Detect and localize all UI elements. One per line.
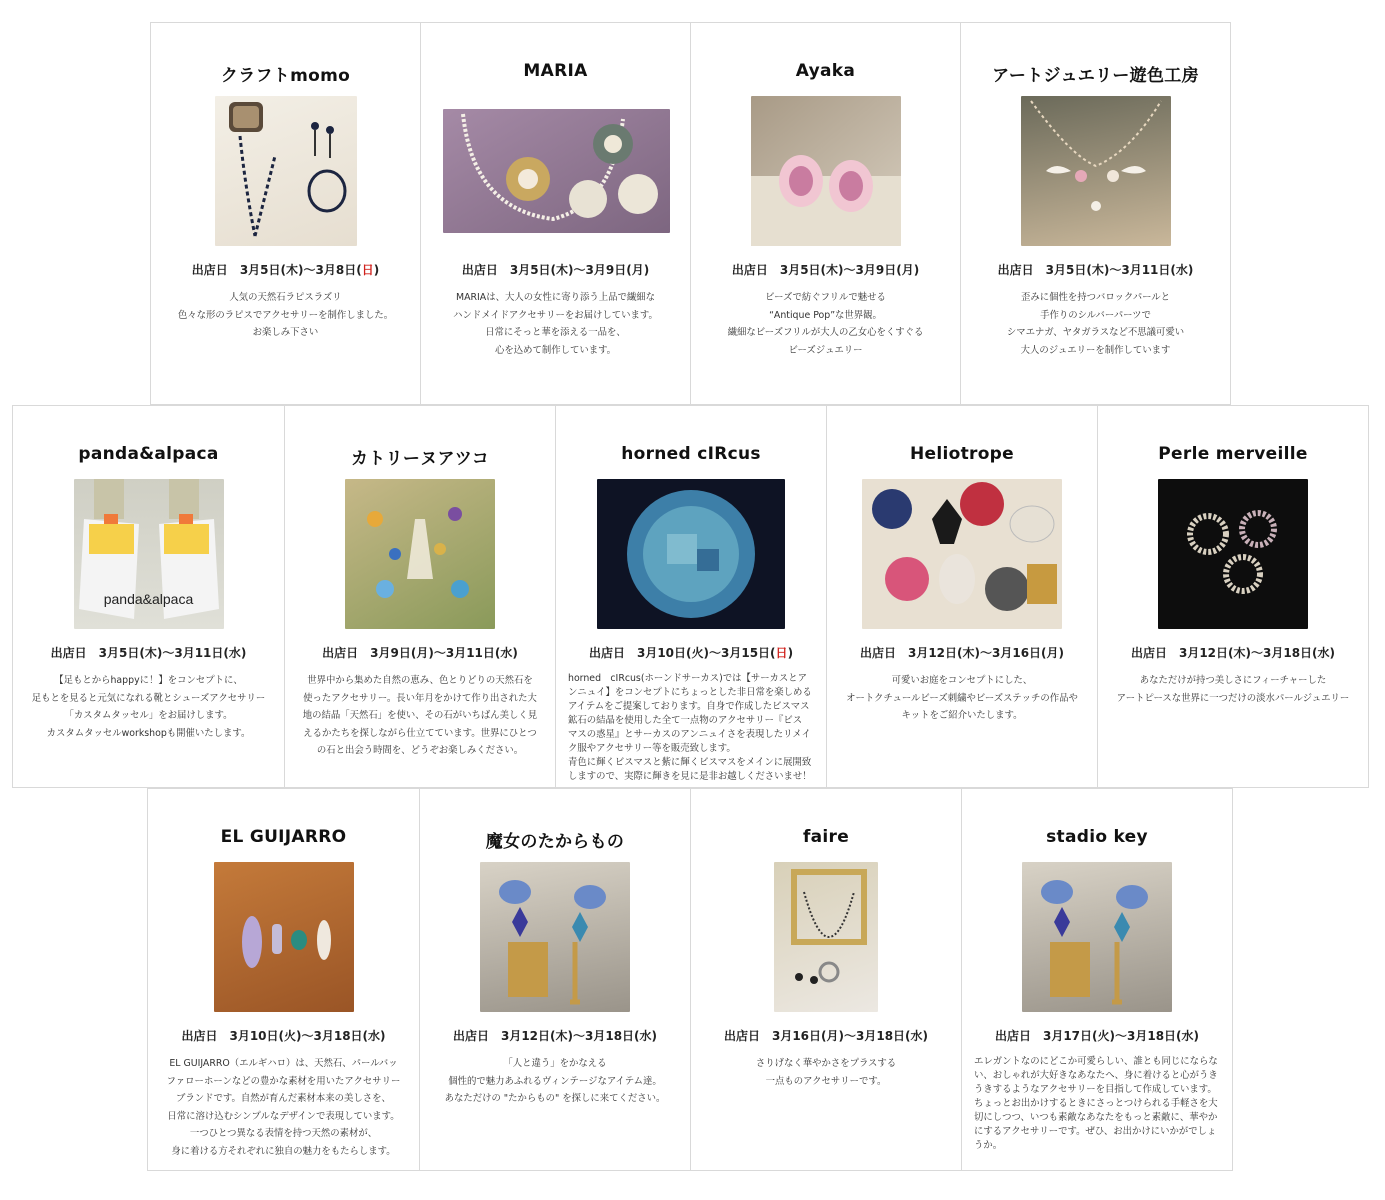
product-photo bbox=[1022, 862, 1172, 1012]
vendor-name: faire bbox=[802, 827, 850, 847]
vendor-card bbox=[147, 788, 420, 1171]
product-photo bbox=[214, 862, 354, 1012]
vendor-row-2 bbox=[12, 405, 1368, 788]
product-photo bbox=[480, 862, 630, 1012]
vendor-card bbox=[150, 22, 421, 405]
vendor-name: panda&alpaca bbox=[78, 444, 219, 464]
event-dates: 出店日 3月12日(木)～3月18日(水) bbox=[452, 1029, 658, 1043]
event-dates: 出店日 3月10日(火)～3月15日(日) bbox=[588, 646, 794, 660]
event-dates: 出店日 3月5日(木)～3月9日(月) bbox=[731, 263, 920, 277]
event-dates: 出店日 3月5日(木)～3月11日(水) bbox=[50, 646, 247, 660]
product-photo bbox=[1021, 96, 1171, 246]
product-photo bbox=[1158, 479, 1308, 629]
product-photo bbox=[597, 479, 785, 629]
vendor-card bbox=[12, 405, 285, 788]
vendor-card bbox=[690, 788, 962, 1171]
vendor-card bbox=[690, 22, 961, 405]
vendor-row-3 bbox=[147, 788, 1232, 1171]
vendor-name: MARIA bbox=[523, 61, 588, 81]
vendor-description: MARIAは、大人の女性に寄り添う上品で繊細な ハンドメイドアクセサリーをお届けしています。 日常にそっと華を添える一品を、 心を込めて制作しています。 bbox=[453, 292, 658, 356]
vendor-description: 【足もとからhappyに！】をコンセプトに、 足もとを見ると元気になれる靴とシューズアクセサリー 「カスタムタッセル」をお届けします。 カスタムタッセルworkshopも開催いたします。 bbox=[31, 675, 266, 739]
vendor-card bbox=[420, 22, 691, 405]
vendor-description: 世界中から集めた自然の恵み、色とりどりの天然石を 使ったアクセサリー。長い年月をかけて作り出された大 地の結晶「天然石」を使い、その石がいちばん美しく見 えるかたちを探しながら仕立てています。世界にひとつ の石と出会う時間を、どうぞお楽しみください。 bbox=[302, 675, 538, 756]
vendor-description: あなただけが持つ美しさにフィーチャーした アートピースな世界に一つだけの淡水パールジュエリー bbox=[1116, 675, 1350, 704]
vendor-name: EL GUIJARRO bbox=[220, 827, 347, 847]
event-dates: 出店日 3月9日(月)～3月11日(水) bbox=[322, 646, 518, 660]
vendor-description: horned cIRcus(ホーンドサーカス)では【サーカスとア ンニュイ】をコンセプトにちょっとした非日常を楽しめる アイテムをご提案しております。自身で作成したビスマス 鉱石の結晶を使用した全て一点物のアクセサリー『ビス マスの惑星』とサーカスのアンニュイさを表現したリメイ ク服やアクセサリー等を販売致します。 青色に輝くビスマスと紫に輝くビスマスをメインに展開致 しますので、実際に輝きを見に是非お越しくださいませ！ bbox=[568, 673, 812, 782]
event-dates: 出店日 3月5日(木)～3月11日(水) bbox=[997, 263, 1194, 277]
vendor-name: 魔女のたからもの bbox=[485, 832, 625, 852]
vendor-name: カトリーヌアツコ bbox=[350, 449, 490, 469]
vendor-description: 歪みに個性を持つバロックパールと 手作りのシルバーパーツで シマエナガ、ヤタガラスなど不思議可愛い 大人のジュエリーを制作しています bbox=[1006, 292, 1185, 356]
product-photo bbox=[862, 479, 1062, 629]
vendor-name: Ayaka bbox=[795, 61, 856, 81]
vendor-description: 人気の天然石ラピスラズリ 色々な形のラピスでアクセサリーを制作しました。 お楽しみ下さい bbox=[177, 292, 394, 338]
event-dates: 出店日 3月17日(火)～3月18日(水) bbox=[994, 1029, 1200, 1043]
vendor-name: horned cIRcus bbox=[621, 444, 761, 464]
vendor-row-1 bbox=[150, 22, 1230, 405]
vendor-card bbox=[555, 405, 827, 788]
vendor-name: stadio key bbox=[1046, 827, 1148, 847]
vendor-name: アートジュエリー遊色工房 bbox=[992, 66, 1199, 86]
vendor-card bbox=[419, 788, 691, 1171]
event-dates: 出店日 3月10日(火)～3月18日(水) bbox=[181, 1029, 386, 1043]
vendor-description: 可愛いお庭をコンセプトにした、 オートクチュールビーズ刺繍やビーズステッチの作品や キットをご紹介いたします。 bbox=[846, 675, 1078, 721]
event-dates: 出店日 3月12日(木)～3月18日(水) bbox=[1130, 646, 1336, 660]
vendor-description: さりげなく華やかさをプラスする 一点ものアクセサリーです。 bbox=[755, 1058, 897, 1087]
event-dates: 出店日 3月16日(月)～3月18日(水) bbox=[723, 1029, 929, 1043]
event-dates: 出店日 3月5日(木)～3月8日(日) bbox=[191, 263, 380, 277]
product-photo bbox=[774, 862, 878, 1012]
product-photo bbox=[74, 479, 224, 629]
product-photo bbox=[215, 96, 357, 246]
product-photo bbox=[443, 109, 670, 233]
product-photo bbox=[345, 479, 495, 629]
watermark-text: panda&alpaca bbox=[103, 591, 194, 607]
vendor-name: Heliotrope bbox=[910, 444, 1014, 464]
vendor-description: 「人と違う」をかなえる 個性的で魅力あふれるヴィンテージなアイテム達。 あなただけの "たからもの" を探しに来てください。 bbox=[444, 1058, 666, 1104]
vendor-card bbox=[960, 22, 1231, 405]
event-dates: 出店日 3月12日(木)～3月16日(月) bbox=[859, 646, 1065, 660]
vendor-card bbox=[961, 788, 1233, 1171]
vendor-description: EL GUIJARRO（エルギハロ）は、天然石、パールバッ ファローホーンなどの豊かな素材を用いたアクセサリー ブランドです。自然が育んだ素材本来の美しさを、 日常に溶け込むシンプルなデザインで表現しています。 一つひとつ異なる表情を持つ天然の素材が、 身に着ける方それぞれに独自の魅力をもたらします。 bbox=[166, 1058, 401, 1157]
vendor-name: Perle merveille bbox=[1158, 444, 1308, 464]
vendor-card bbox=[284, 405, 556, 788]
vendor-description: エレガントなのにどこか可愛らしい、誰とも同じにならな い、おしゃれが大好きなあなたへ、身に着けると心がうき うきするようなアクセサリーを目指して作成しています。 ちょっとお出かけするときにさっとつけられる手軽さを大 切にしつつ、いつも素敵なあなたをもっと素敵に、華やか にするアクセサリーです。ぜひ、お出かけにいかがでしょ うか。 bbox=[974, 1056, 1218, 1151]
vendor-description: ビーズで紡ぐフリルで魅せる “Antique Pop”な世界観。 繊細なビーズフリルが大人の乙女心をくすぐる ビーズジュエリー bbox=[727, 292, 924, 356]
product-photo bbox=[751, 96, 901, 246]
vendor-name: クラフトmomo bbox=[220, 66, 351, 86]
vendor-card bbox=[826, 405, 1098, 788]
event-dates: 出店日 3月5日(木)～3月9日(月) bbox=[461, 263, 650, 277]
vendor-card bbox=[1097, 405, 1369, 788]
